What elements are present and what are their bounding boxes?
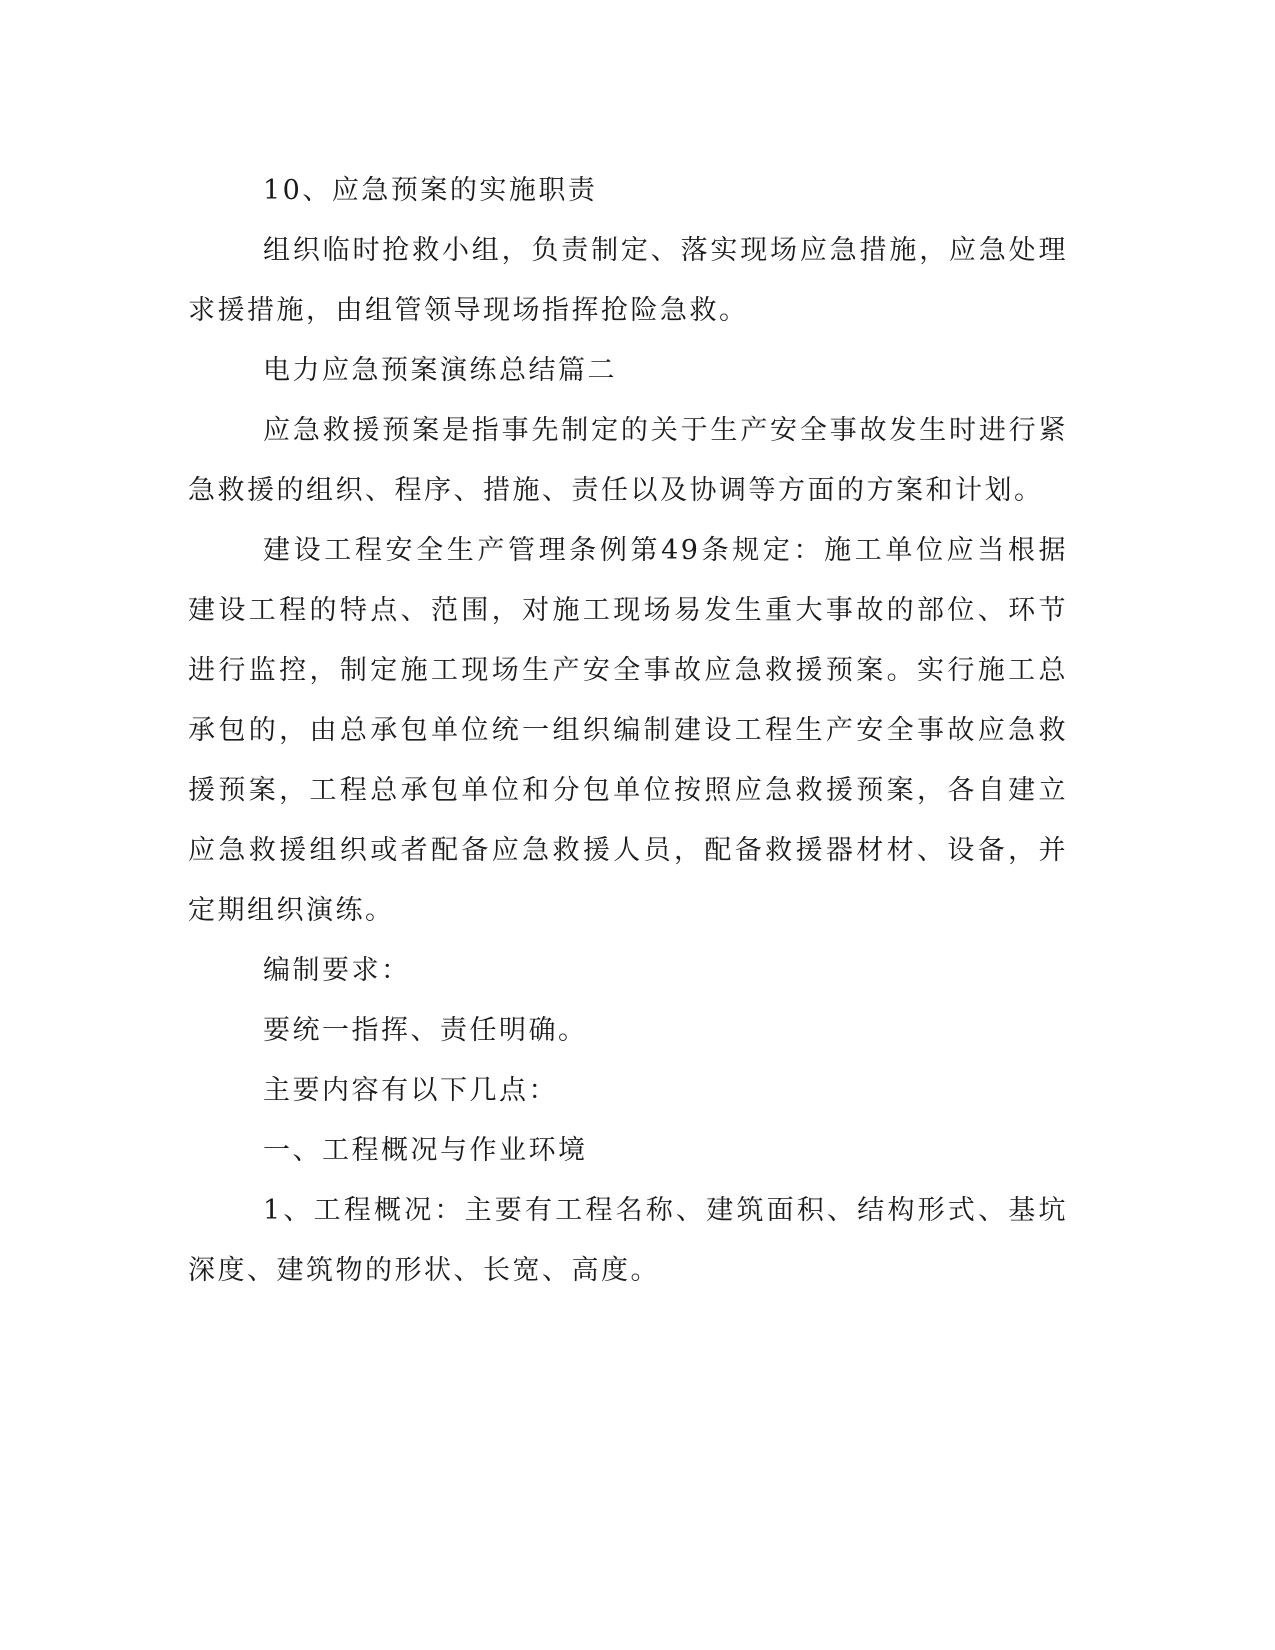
paragraph-project-details: 1、工程概况：主要有工程名称、建筑面积、结构形式、基坑深度、建筑物的形状、长宽、高度。	[188, 1195, 1068, 1286]
paragraph-rescue-team: 组织临时抢救小组，负责制定、落实现场应急措施，应急处理求援措施，由组管领导现场指挥抢险急救。	[188, 235, 1068, 326]
paragraph-regulation-49: 建设工程安全生产管理条例第49条规定：施工单位应当根据建设工程的特点、范围，对施工现场易发生重大事故的部位、环节进行监控，制定施工现场生产安全事故应急救援预案。实行施工总承包的，由总承包单位统一组织编制建设工程生产安全事故应急救援预案，工程总承包单位和分包单位按照应急救援预案，各自建立应急救援组织或者配备应急救援人员，配备救援器材材、设备，并定期组织演练。	[188, 535, 1068, 926]
heading-project-overview: 一、工程概况与作业环境	[263, 1135, 588, 1166]
paragraph-definition: 应急救援预案是指事先制定的关于生产安全事故发生时进行紧急救援的组织、程序、措施、责任以及协调等方面的方案和计划。	[188, 415, 1068, 506]
section-title-part-two: 电力应急预案演练总结篇二	[263, 355, 617, 386]
heading-main-contents: 主要内容有以下几点：	[263, 1075, 558, 1106]
section-heading-10: 10、应急预案的实施职责	[263, 175, 598, 206]
document-body	[188, 161, 1068, 1301]
heading-requirements: 编制要求：	[263, 955, 411, 986]
paragraph-unified-command: 要统一指挥、责任明确。	[263, 1015, 588, 1046]
